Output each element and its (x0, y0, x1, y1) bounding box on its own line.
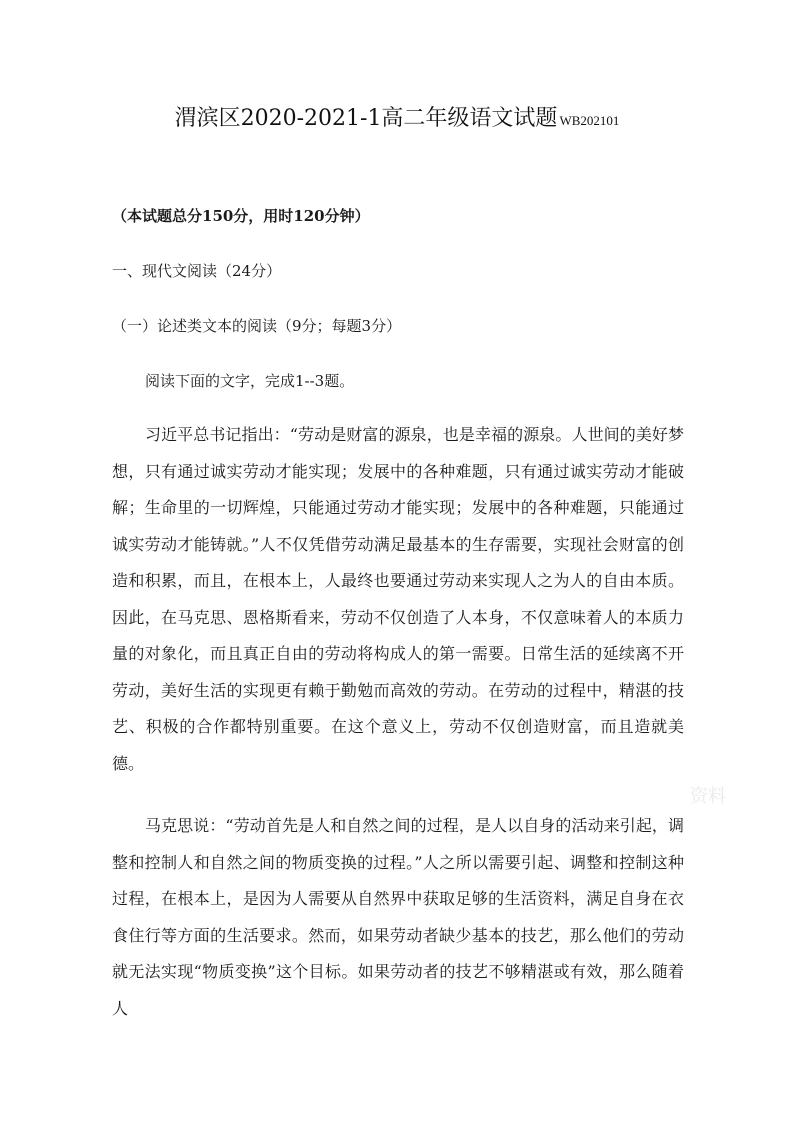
passage-paragraph-1: 习近平总书记指出：“劳动是财富的源泉，也是幸福的源泉。人世间的美好梦想，只有通过诚实劳动才能实现；发展中的各种难题，只有通过诚实劳动才能破解；生命里的一切辉煌，只能通过劳动才能实现；发展中的各种难题，只能通过诚实劳动才能铸就。”人不仅凭借劳动满足最基本的生存需要，实现社会财富的创造和积累，而且，在根本上，人最终也要通过劳动来实现人之为人的自由本质。因此，在马克思、恩格斯看来，劳动不仅创造了人本身，不仅意味着人的本质力量的对象化，而且真正自由的劳动将构成人的第一需要。日常生活的延续离不开劳动，美好生活的实现更有赖于勤勉而高效的劳动。在劳动的过程中，精湛的技艺、积极的合作都特别重要。在这个意义上，劳动不仅创造财富，而且造就美德。 (112, 425, 684, 773)
exam-title-text: 渭滨区2020-2021-1高二年级语文试题 (174, 106, 558, 131)
exam-code: WB202101 (559, 113, 620, 128)
section-heading: 一、现代文阅读（24分） (112, 262, 282, 280)
exam-note: （本试题总分150分，用时120分钟） (112, 207, 370, 225)
exam-title (0, 101, 794, 132)
reading-instruction: 阅读下面的文字，完成1--3题。 (145, 372, 355, 390)
subsection-heading: （一）论述类文本的阅读（9分；每题3分） (112, 317, 402, 335)
passage-paragraph-2: 马克思说：“劳动首先是人和自然之间的过程，是人以自身的活动来引起，调整和控制人和自然之间的物质变换的过程。”人之所以需要引起、调整和控制这种过程，在根本上，是因为人需要从自然界中获取足够的生活资料，满足自身在衣食住行等方面的生活要求。然而，如果劳动者缺少基本的技艺，那么他们的劳动就无法实现“物质变换”这个目标。如果劳动者的技艺不够精湛或有效，那么随着人 (112, 816, 684, 1018)
watermark: 资料 (690, 786, 726, 807)
